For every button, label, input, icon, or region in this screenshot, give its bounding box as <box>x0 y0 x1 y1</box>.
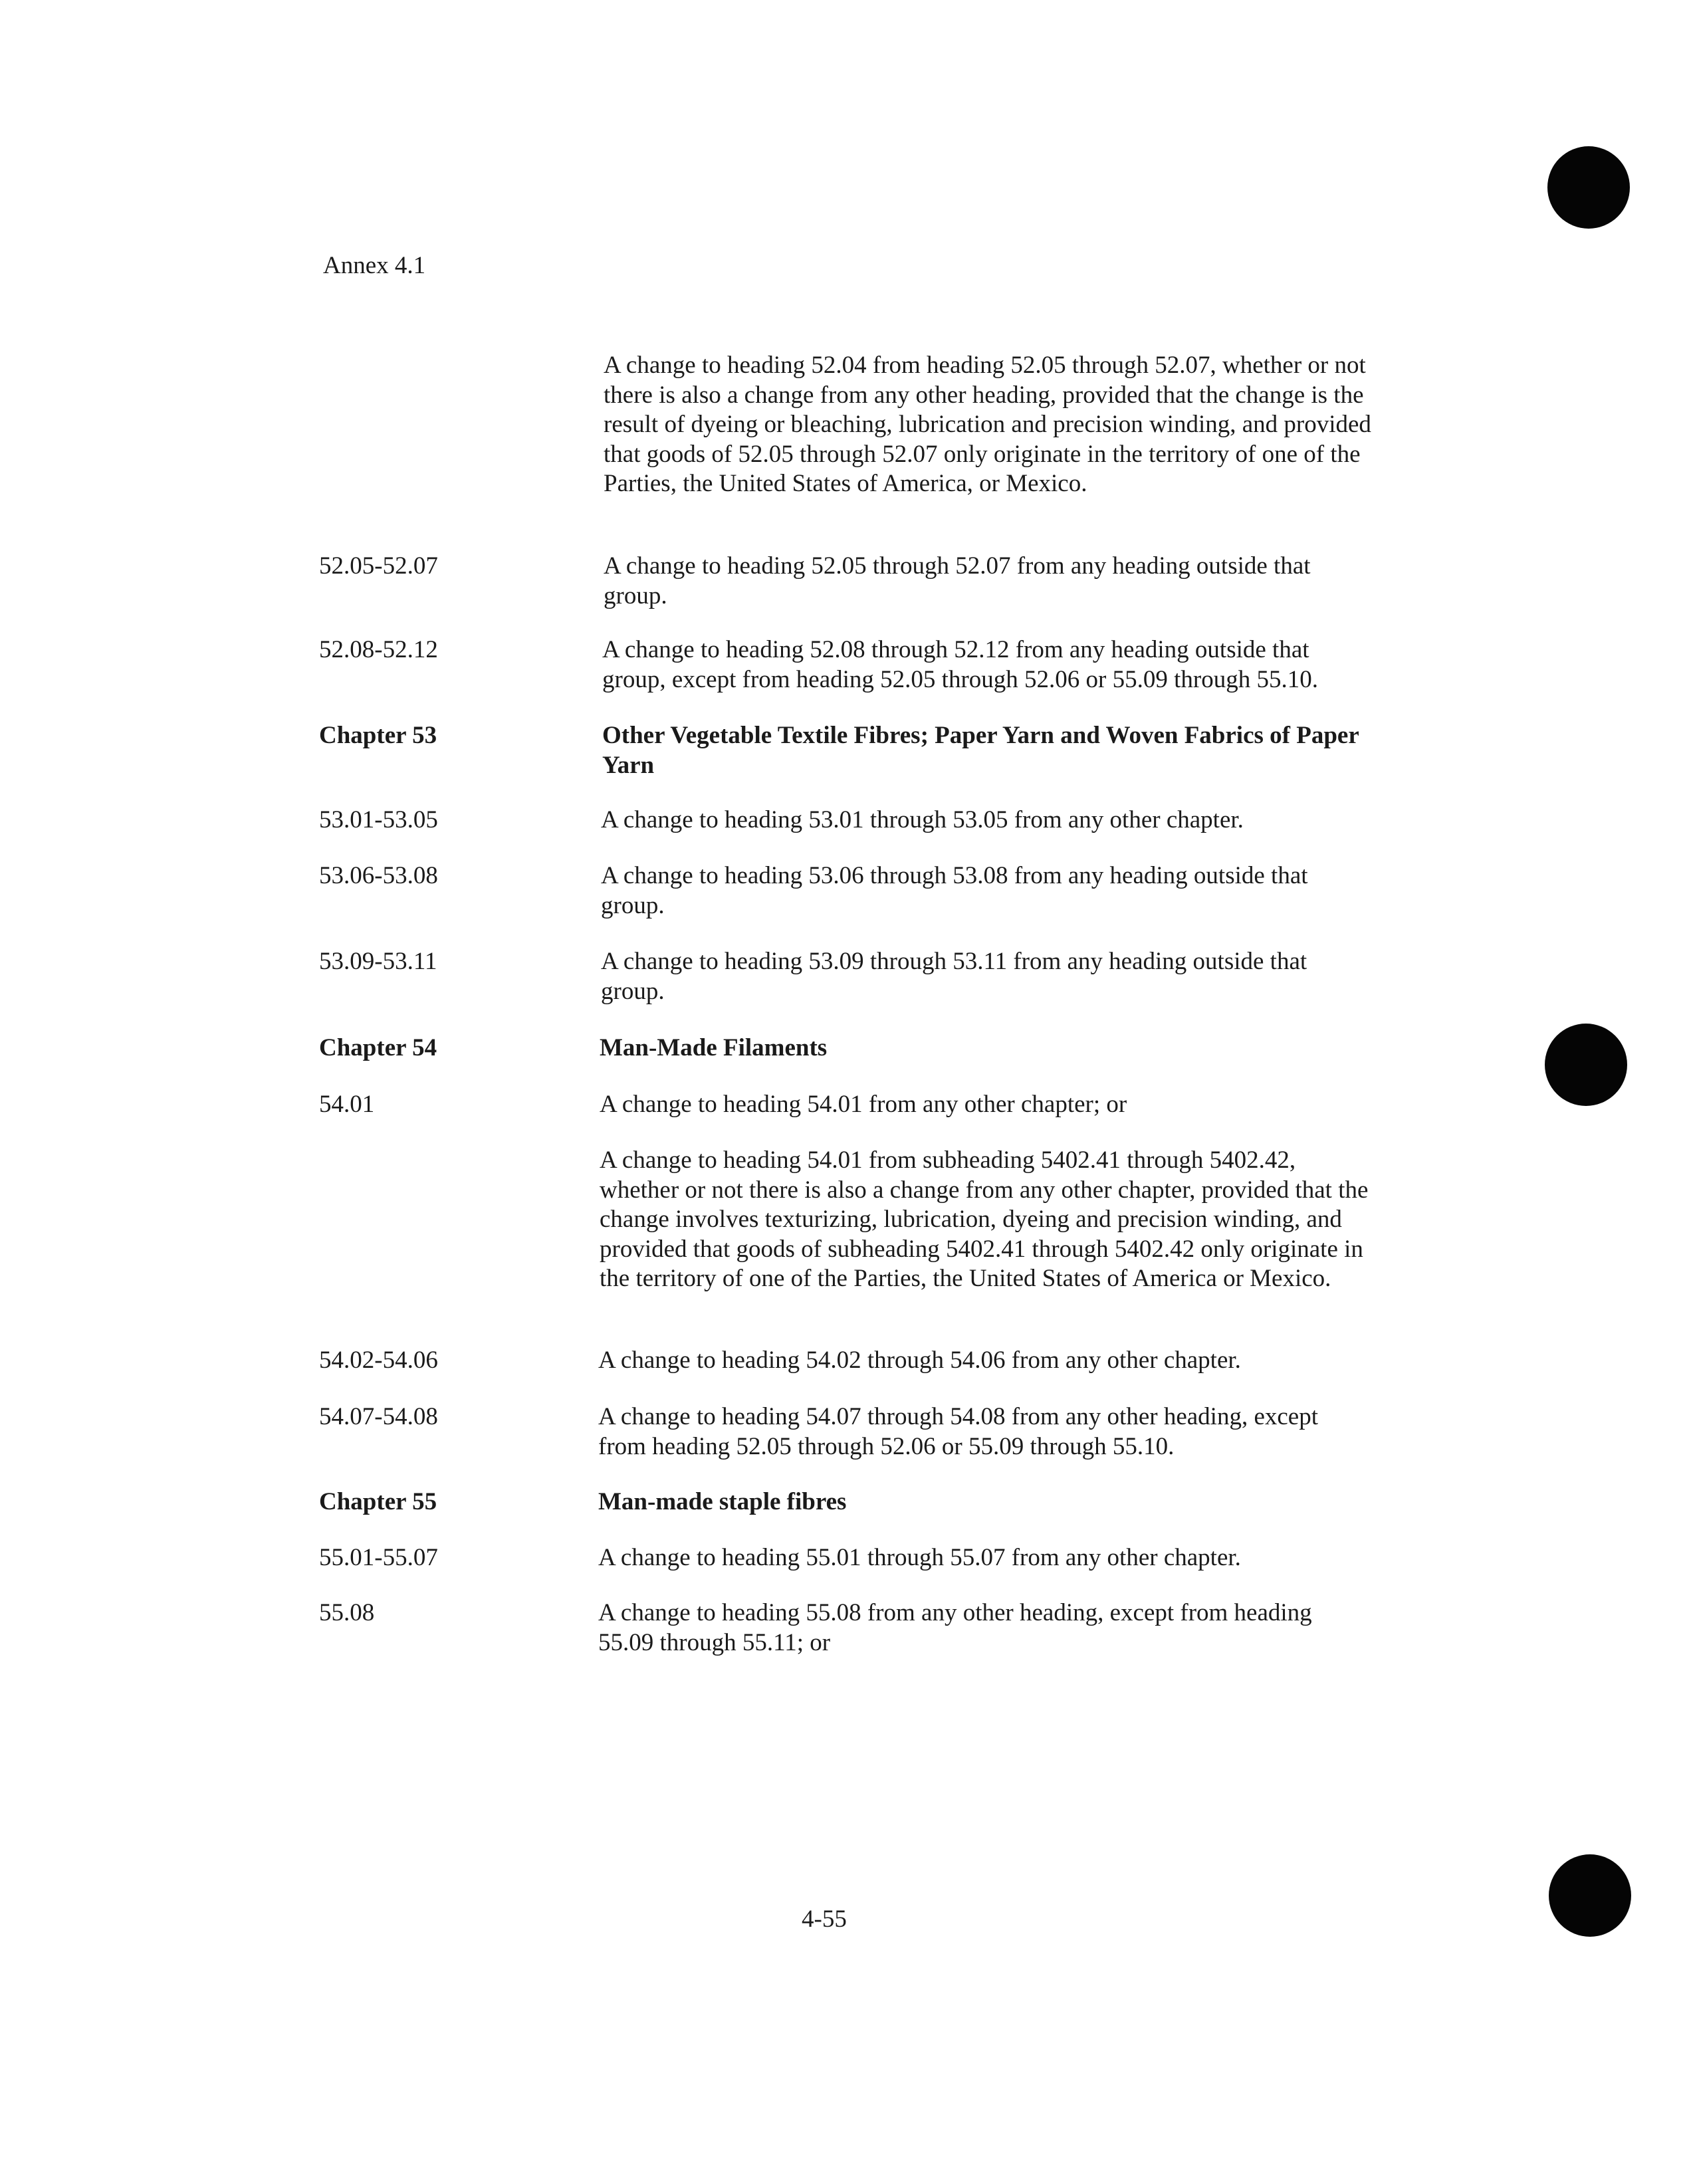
heading-code: 53.09-53.11 <box>319 948 437 975</box>
chapter-number: Chapter 53 <box>319 722 437 749</box>
rule-text: A change to heading 54.01 from subheading 5402.41 through 5402.42, whether or not there is also a change from any other chapter, provided that the change involves texturizing, lubrication, dyeing and precision winding, and provided that goods of subheading 5402.41 through 5402.42 only originate in the territory of one of the Parties, the United States of America or Mexico. <box>600 1147 1369 1292</box>
annex-header: Annex 4.1 <box>323 252 426 279</box>
chapter-number: Chapter 55 <box>319 1488 437 1515</box>
heading-code: 54.02-54.06 <box>319 1347 438 1374</box>
page-number: 4-55 <box>802 1906 847 1933</box>
punch-hole-middle <box>1545 1024 1627 1106</box>
chapter-title: Other Vegetable Textile Fibres; Paper Yarn and Woven Fabrics of Paper Yarn <box>602 722 1359 779</box>
chapter-title: Man-made staple fibres <box>598 1488 847 1515</box>
rule-text: A change to heading 52.05 through 52.07 from any heading outside that group. <box>604 552 1311 609</box>
rule-text: A change to heading 53.09 through 53.11 from any heading outside that group. <box>601 948 1307 1005</box>
rule-text: A change to heading 53.06 through 53.08 from any heading outside that group. <box>601 862 1308 919</box>
rule-text: A change to heading 55.01 through 55.07 from any other chapter. <box>598 1544 1241 1571</box>
chapter-number: Chapter 54 <box>319 1034 437 1061</box>
chapter-title: Man-Made Filaments <box>600 1034 828 1061</box>
rule-text: A change to heading 55.08 from any other heading, except from heading 55.09 through 55.11; or <box>598 1599 1312 1656</box>
punch-hole-bottom <box>1549 1854 1631 1937</box>
punch-hole-top <box>1547 146 1630 229</box>
heading-code: 55.01-55.07 <box>319 1544 438 1571</box>
rule-text: A change to heading 53.01 through 53.05 from any other chapter. <box>601 806 1244 833</box>
rule-text: A change to heading 54.01 from any other chapter; or <box>600 1091 1127 1118</box>
heading-code: 52.08-52.12 <box>319 636 438 663</box>
heading-code: 53.06-53.08 <box>319 862 438 889</box>
rule-text: A change to heading 52.08 through 52.12 from any heading outside that group, except from heading 52.05 through 52.06 or 55.09 through 55.10. <box>602 636 1318 693</box>
heading-code: 53.01-53.05 <box>319 806 438 833</box>
heading-code: 54.01 <box>319 1091 375 1118</box>
rule-text: A change to heading 54.02 through 54.06 from any other chapter. <box>598 1347 1241 1374</box>
heading-code: 54.07-54.08 <box>319 1403 438 1430</box>
rule-text: A change to heading 54.07 through 54.08 from any other heading, except from heading 52.05 through 52.06 or 55.09 through 55.10. <box>598 1403 1318 1460</box>
rule-text: A change to heading 52.04 from heading 52.05 through 52.07, whether or not there is also a change from any other heading, provided that the change is the result of dyeing or bleaching, lubrication and precision winding, and provided that goods of 52.05 through 52.07 only originate in the territory of one of the Parties, the United States of America, or Mexico. <box>604 352 1371 497</box>
heading-code: 52.05-52.07 <box>319 552 438 580</box>
heading-code: 55.08 <box>319 1599 375 1626</box>
